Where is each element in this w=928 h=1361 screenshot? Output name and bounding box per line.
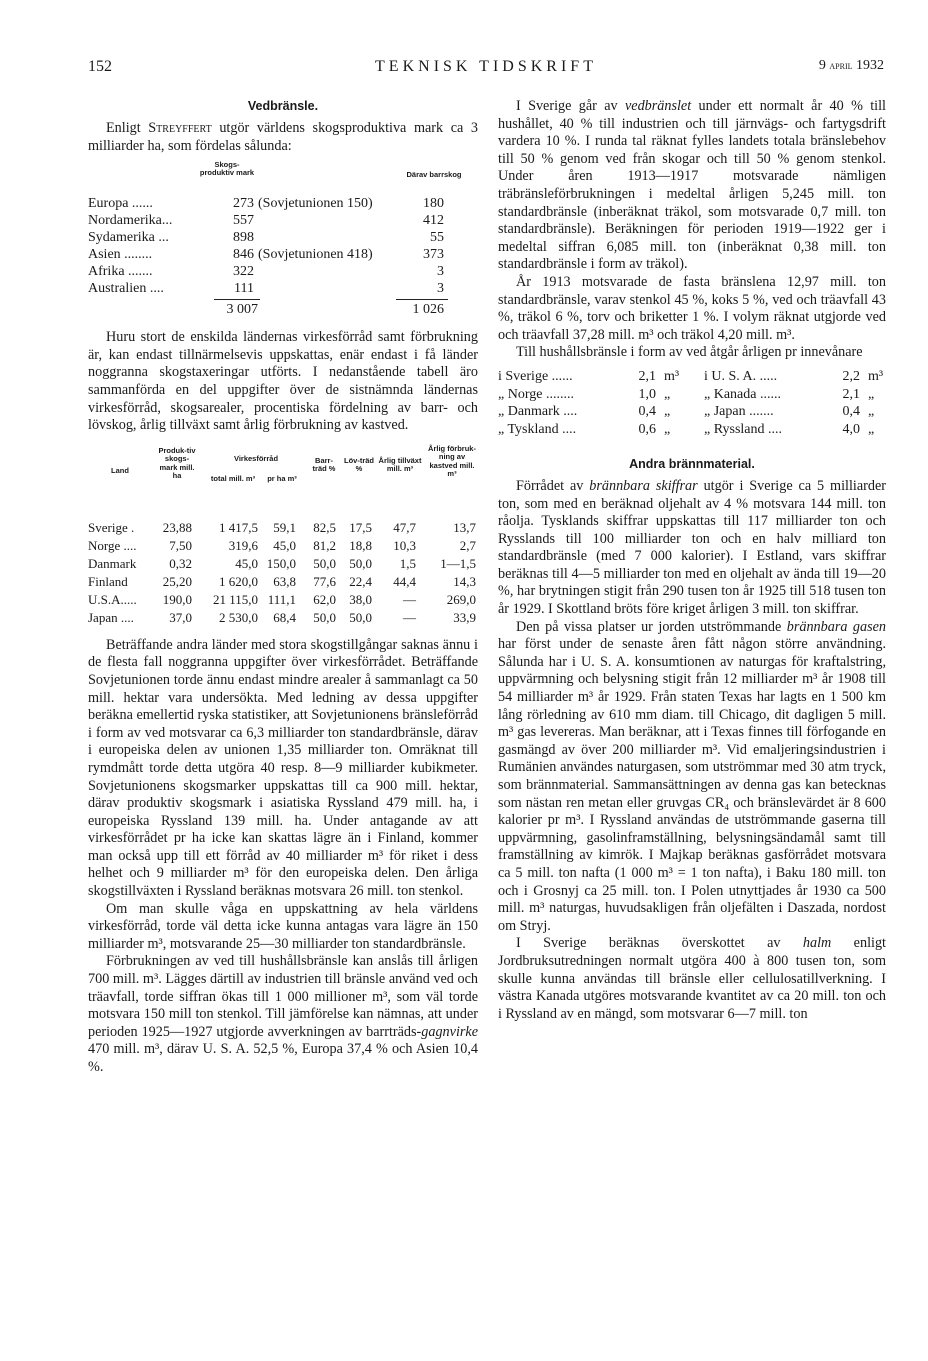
left-column <box>88 98 478 1077</box>
fh-tillv: Årlig tillväxt mill. m³ <box>378 455 422 474</box>
forest-cell-prha: 150,0 <box>266 555 296 571</box>
forest-cell-lov: 18,8 <box>349 537 372 553</box>
forest-cell-land: U.S.A..... <box>88 591 137 607</box>
household-cell-r-land: „ Ryssland .... <box>704 421 782 437</box>
forest-cell-barr: 62,0 <box>313 591 336 607</box>
area-cell-land: Asien ........ <box>88 247 153 263</box>
household-cell-r-unit: m³ <box>868 368 884 384</box>
area-row <box>88 263 460 280</box>
forest-cell-prha: 45,0 <box>273 537 296 553</box>
paragraph-forbrukning: Förbrukningen av ved till hushållsbränsle kan anslås till årligen 700 mill. m³. Lägges därtill av industrien till bränsle använd ved och träavfall, torde siffran ökas till 1 000 millioner m³, som väl torde motsvara 150 mill ton stenkol. Till jämförelse kan nämnas, att under perioden 1925—1927 utgjorde avverkningen av barrträds-gagnvirke 470 mill. m³, därav U. S. A. 52,5 %, Europa 37,4 % och Asien 10,4 %. <box>88 953 478 1075</box>
area-row <box>88 280 460 297</box>
paragraph-varldens-forrad: Om man skulle våga en uppskattning av hela världens virkesförråd, torde väl detta icke kunna antagas vara lägre än 150 milliarder m³, motsvarande 25—30 milliarder ton standardbränsle. <box>88 900 478 952</box>
area-cell-prod: 322 <box>233 264 254 280</box>
forest-cell-prod: 23,88 <box>162 519 192 535</box>
household-cell-r-unit: „ <box>868 404 875 420</box>
household-cell-r-land: „ Japan ....... <box>704 404 774 420</box>
household-cell-l-land: „ Norge ........ <box>498 386 574 402</box>
forest-cell-forbr: 1—1,5 <box>440 555 476 571</box>
page-header <box>88 58 884 82</box>
area-rows <box>88 195 460 297</box>
household-cell-r-land: „ Kanada ...... <box>704 386 781 402</box>
page-number: 152 <box>88 58 112 75</box>
forest-cell-prod: 25,20 <box>162 573 192 589</box>
forest-cell-land: Norge .... <box>88 537 137 553</box>
fh-barr: Barr-träd % <box>312 455 336 474</box>
forest-cell-prha: 111,1 <box>267 591 296 607</box>
area-cell-note: (Sovjetunionen 418) <box>258 247 373 263</box>
forest-cell-barr: 77,6 <box>313 573 336 589</box>
forest-cell-lov: 17,5 <box>349 519 372 535</box>
journal-title: TEKNISK TIDSKRIFT <box>375 58 597 75</box>
forest-cell-lov: 50,0 <box>349 555 372 571</box>
forest-cell-total: 1 417,5 <box>219 519 258 535</box>
area-cell-prod: 846 <box>233 247 254 263</box>
forest-cell-lov: 50,0 <box>349 609 372 625</box>
area-header-barr: Därav barrskog <box>406 170 462 180</box>
household-cell-r-val: 4,0 <box>842 421 860 437</box>
forest-cell-prha: 63,8 <box>273 573 296 589</box>
forest-cell-tillv: 1,5 <box>399 555 416 571</box>
forest-cell-lov: 22,4 <box>349 573 372 589</box>
forest-cell-tillv: 47,7 <box>393 519 416 535</box>
paragraph-ar-1913: År 1913 motsvarade de fasta bränslena 12,97 mill. ton standardbränsle, varav stenkol 45 %, koks 5 %, ved och träavfall 43 %, träkol 6 %, torv och briketter 1 %. I volym räknat utgjorde ved och träavfall 37,28 mill. m³ och träkol 4,20 mill. m³. <box>498 273 886 343</box>
area-row <box>88 229 460 246</box>
area-cell-barr: 180 <box>423 196 444 212</box>
area-cell-prod: 898 <box>233 230 254 246</box>
household-fuel-row <box>498 368 886 386</box>
forest-cell-forbr: 13,7 <box>453 519 476 535</box>
area-sum-barr: 1 026 <box>412 302 444 318</box>
forest-cell-barr: 50,0 <box>313 609 336 625</box>
forest-cell-prod: 190,0 <box>162 591 192 607</box>
paragraph-virkesforrad: Huru stort de enskilda ländernas virkesförråd samt förbrukning är, kan endast tillnärmelsevis uppskattas, enär endast i få länder noggranna skogstaxeringar utförts. I nedanstående tabell äro sammanförda en del uppgifter över de sistnämnda ländernas virkesförråd, skogsarealer, procentiska fördelning av barr- och lövskog, årlig tillväxt samt årlig förbrukning av kastved. <box>88 329 478 434</box>
household-cell-r-val: 0,4 <box>842 404 860 420</box>
fh-land: Land <box>111 465 129 475</box>
forest-area-table <box>88 161 460 321</box>
area-sum-row <box>88 299 460 321</box>
forest-rows <box>88 519 478 627</box>
forest-cell-forbr: 14,3 <box>453 573 476 589</box>
household-fuel-row <box>498 386 886 404</box>
area-cell-barr: 373 <box>423 247 444 263</box>
fh-prod: Produk-tiv skogs-mark mill. ha <box>158 445 196 481</box>
area-row <box>88 246 460 263</box>
forest-cell-total: 21 115,0 <box>212 591 258 607</box>
section-title-andra: Andra brännmaterial. <box>629 456 755 471</box>
forest-cell-barr: 81,2 <box>313 537 336 553</box>
issue-date: 9 april 1932 <box>818 58 884 73</box>
forest-cell-total: 45,0 <box>235 555 258 571</box>
forest-cell-total: 319,6 <box>228 537 258 553</box>
area-cell-prod: 111 <box>234 281 254 297</box>
area-cell-prod: 273 <box>233 196 254 212</box>
household-cell-l-val: 1,0 <box>638 386 656 402</box>
area-cell-barr: 3 <box>437 281 444 297</box>
forest-cell-total: 2 530,0 <box>219 609 258 625</box>
household-cell-r-land: i U. S. A. ..... <box>704 368 778 384</box>
forest-cell-prod: 7,50 <box>169 537 192 553</box>
forest-cell-barr: 82,5 <box>313 519 336 535</box>
paragraph-skiffrar: Förrådet av brännbara skiffrar utgör i Sverige ca 5 milliarder ton, som med en beräknad oljehalt av 4 % motsvara 144 mill. ton råolja. Tysklands skiffrar uppskattas till 117 milliarder ton och Rysslands till 100 milliarder ton och en halv milliard ton standardbränsle (med 7 000 kalorier). I Estland, vars skiffrar beräknas till 4—5 milliarder ton med en oljehalt av ända till 19—20 %, har brytningen stigit från 290 tusen ton år 1925 till 518 tusen ton år 1929. I Skottland bröts före kriget årligen 3 mill. ton skiffrar. <box>498 477 886 618</box>
household-cell-l-unit: m³ <box>664 368 680 384</box>
paragraph-naturgas: Den på vissa platser ur jorden utströmmande brännbara gasen har först under de senaste åren fått någon större användning. Sålunda har i U. S. A. konsumtionen av naturgas för kraftalstring, uppvärmning och belysning stigit från 12 milliarder m³ år 1908 till 54 milliarder m³ år 1929. Från staten Texas har lagts en 1 500 km lång rörledning av 610 mm diam. till Chicago, dit dagligen 5 mill. m³ gas levereras. Man beräknar, att i Texas finnes till förfogande en gasmängd av över 200 milliarder m³. Vid emaljeringsindustrien i Rumänien användes naturgasen, som utströmmar med 30 atm tryck, som brännmaterial. Sammansättningen av denna gas kan betecknas som nästan ren metan eller gruvgas CR₄ och bränslevärdet är 8 600 kalorier pr m³. I Ryssland användas de utströmmande gaserna till uppvärmning, gasolinframställning, belysningsändamål samt till framställning av kimrök. I Majkap beräknas gasförrådet motsvara ca 5 mill. ton nafta (1 000 m³ = 1 ton nafta), i Baku 180 mill. ton och i Grosnyj ca 25 mill. ton. I Polen utnyttjades år 1930 ca 500 mill. m³ naturgas, huvudsakligen från oljefälten i Daszada, nordost om Stryj. <box>498 618 886 934</box>
paragraph-halm: I Sverige beräknas överskottet av halm enligt Jordbruksutredningen normalt utgöra 400 à 800 tusen ton, som skulle kunna användas till bränsle eller cellulosatillverkning. I västra Kanada utgöres motsvarande kvantitet av ca 20 mill. ton och i Ryssland av en mängd, som motsvarar 6—7 mill. ton <box>498 935 886 1022</box>
forest-cell-land: Japan .... <box>88 609 134 625</box>
forest-cell-land: Danmark <box>88 555 137 571</box>
area-row <box>88 212 460 229</box>
forest-row <box>88 519 478 537</box>
forest-row <box>88 609 478 627</box>
paragraph-sverige-ved: I Sverige går av vedbränslet under ett normalt år 40 % till hushållet, 40 % till industrien och till järnvägs- och fartygsdrift vardera 10 %. I runda tal räknat fylles landets totala bränslebehov till 50 % genom ved från skogar och till 50 % genom stenkol. Under åren 1913—1917 motsvarade nämligen träbränsleförbrukningen i medeltal årligen 5,245 mill. ton standardbränsle (inberäknat träkol, som motsvarade 0,7 mill. ton standardbränsle). Beräkningen för perioden 1919—1922 ger i medeltal siffran 6,085 mill. ton (inberäknat 0,38 mill. ton standardbränsle i form av träkol). <box>498 98 887 273</box>
household-cell-r-unit: „ <box>868 421 875 437</box>
area-row <box>88 195 460 212</box>
household-fuel-row <box>498 421 886 439</box>
forest-cell-lov: 38,0 <box>349 591 372 607</box>
area-cell-barr: 55 <box>430 230 444 246</box>
intro-paragraph: Enligt Streyffert utgör världens skogsproduktiva mark ca 3 milliarder ha, som fördelas sålunda: <box>88 120 479 154</box>
forest-cell-tillv: 10,3 <box>393 537 416 553</box>
household-cell-l-val: 0,6 <box>638 421 656 437</box>
area-sum-prod: 3 007 <box>226 302 258 318</box>
household-cell-l-unit: „ <box>664 386 671 402</box>
area-cell-land: Europa ...... <box>88 196 153 212</box>
area-cell-note: (Sovjetunionen 150) <box>258 196 373 212</box>
paragraph-hushallsbransle: Till hushållsbränsle i form av ved åtgår årligen pr innevånare <box>516 344 863 361</box>
area-cell-barr: 412 <box>423 213 444 229</box>
household-cell-r-val: 2,1 <box>842 386 860 402</box>
forest-cell-land: Sverige . <box>88 519 135 535</box>
area-header-prod: Skogs-produktiv mark <box>199 160 255 178</box>
fh-virke: Virkesförråd <box>233 453 279 463</box>
fh-total: total mill. m³ <box>210 473 256 483</box>
household-fuel-row <box>498 403 886 421</box>
area-cell-land: Afrika ....... <box>88 264 153 280</box>
household-cell-l-land: „ Tyskland .... <box>498 421 577 437</box>
area-cell-barr: 3 <box>437 264 444 280</box>
forest-cell-tillv: — <box>403 609 416 625</box>
household-cell-r-unit: „ <box>868 386 875 402</box>
area-cell-land: Nordamerika... <box>88 213 173 229</box>
forest-cell-forbr: 269,0 <box>446 591 476 607</box>
forest-cell-forbr: 2,7 <box>459 537 476 553</box>
forest-cell-prha: 59,1 <box>273 519 296 535</box>
forest-row <box>88 591 478 609</box>
fh-prha: pr ha m³ <box>267 473 297 483</box>
section-title-vedbransle: Vedbränsle. <box>247 99 319 113</box>
forest-row <box>88 555 478 573</box>
household-fuel-table <box>498 368 886 440</box>
right-column <box>498 98 886 1023</box>
forest-cell-tillv: — <box>403 591 416 607</box>
household-cell-l-land: i Sverige ...... <box>498 368 573 384</box>
household-cell-l-val: 0,4 <box>638 404 656 420</box>
paragraph-ovriga-lander: Beträffande andra länder med stora skogstillgångar saknas ännu i de flesta fall noggranna uppgifter över virkesförrådet. Beträffande Sovjetunionen torde ännu endast mindre arealer å sammanlagt ca 50 mill. hektar vara undersökta. Med ledning av dessa uppgifter beräkna emellertid ryska statistiker, att Sovjetunionens bränsleförråd i form av ved motsvarar ca 6,3 milliarder ton standardbränsle, därav i europeiska delen av unionen 1,35 milliarder ton. Omräknat till rymdmått torde detta utgöra 40 resp. 8—9 milliarder kubikmeter. Sovjetunionens skogsmarker uppskattas till ca 900 mill. hektar, därav produktiv skogsmark i asiatiska Ryssland 479 mill. ha, i europeiska Ryssland 139 mill. ha. Under antagande av att virkesförrådet pr ha icke kan skattas lägre än i Finland, kommer man också upp till ett förråd av 40 milliarder m³ för riket i dess helhet och 9 milliarder m³ för den europeiska delen. Den årliga skogstillväxten i Ryssland beräknas motsvara 26 mill. ton stenkol. <box>88 636 478 900</box>
household-cell-l-unit: „ <box>664 404 671 420</box>
forest-stock-table <box>88 443 478 627</box>
forest-cell-prod: 0,32 <box>169 555 192 571</box>
forest-row <box>88 573 478 591</box>
forest-row <box>88 537 478 555</box>
household-cell-l-land: „ Danmark .... <box>498 404 578 420</box>
household-cell-r-val: 2,2 <box>842 368 860 384</box>
household-cell-l-val: 2,1 <box>638 368 656 384</box>
forest-cell-land: Finland <box>88 573 128 589</box>
household-cell-l-unit: „ <box>664 421 671 437</box>
forest-cell-tillv: 44,4 <box>393 573 416 589</box>
area-cell-land: Australien .... <box>88 281 164 297</box>
area-cell-land: Sydamerika ... <box>88 230 169 246</box>
area-cell-prod: 557 <box>233 213 254 229</box>
forest-cell-forbr: 33,9 <box>453 609 476 625</box>
forest-cell-barr: 50,0 <box>313 555 336 571</box>
forest-cell-prod: 37,0 <box>169 609 192 625</box>
fh-lov: Löv-träd % <box>344 455 374 474</box>
fh-forbr: Årlig förbruk-ning av kastved mill. m³ <box>428 443 476 479</box>
forest-cell-total: 1 620,0 <box>219 573 258 589</box>
forest-cell-prha: 68,4 <box>273 609 296 625</box>
